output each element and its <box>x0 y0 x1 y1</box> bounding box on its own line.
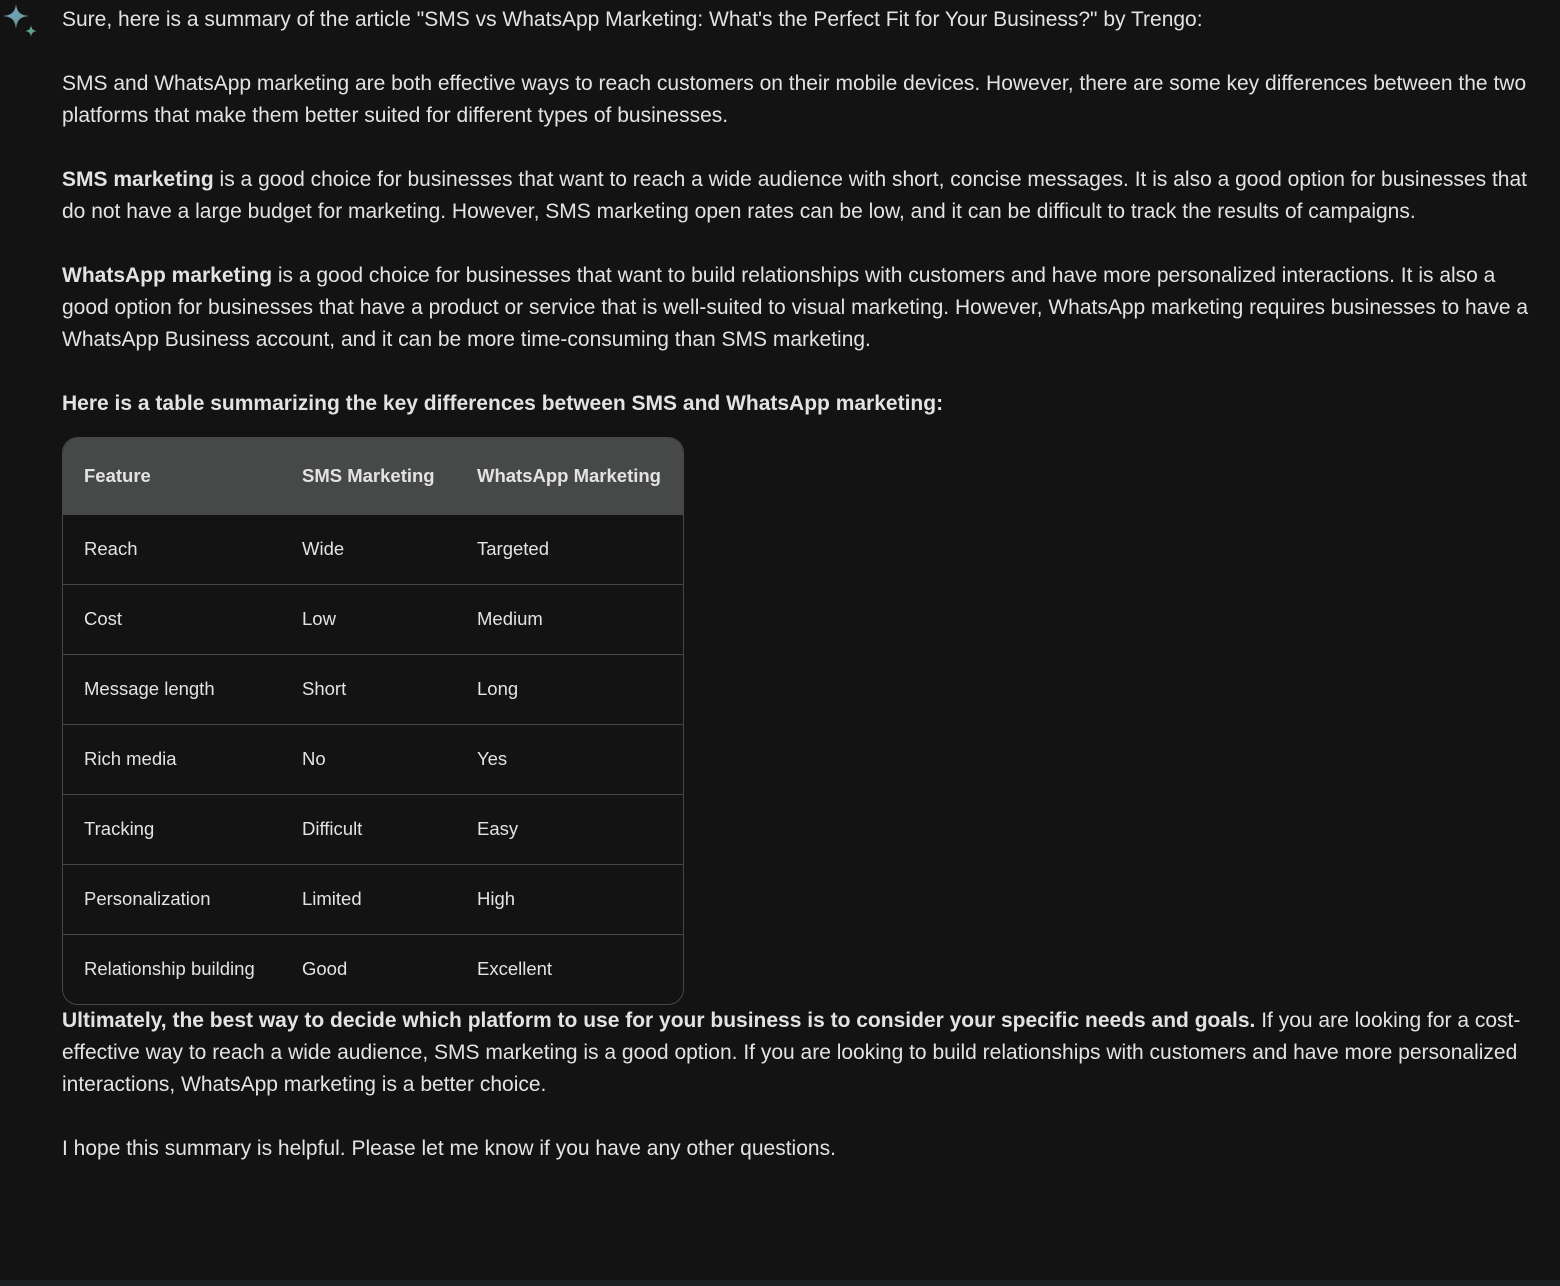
table-header-cell: WhatsApp Marketing <box>477 464 661 486</box>
response-paragraph-2 <box>62 164 1540 228</box>
table-cell: Short <box>302 678 347 699</box>
table-row <box>63 864 683 934</box>
response-paragraph-3 <box>62 260 1540 356</box>
table-header-cell: SMS Marketing <box>302 464 435 486</box>
table-cell: Personalization <box>84 888 211 909</box>
table-cell: Yes <box>477 748 508 769</box>
table-cell: Targeted <box>477 538 549 559</box>
table-cell: Medium <box>477 608 543 629</box>
table-cell: Rich media <box>84 748 177 769</box>
response-paragraph-1: SMS and WhatsApp marketing are both effective ways to reach customers on their mobile devices. However, there are some key differences between the two platforms that make them better suited for different types of businesses. <box>62 72 1527 127</box>
table-cell: Difficult <box>302 818 363 839</box>
table-header-row <box>63 438 683 514</box>
table-row <box>63 514 683 584</box>
table-cell: Easy <box>477 818 519 839</box>
table-row <box>63 584 683 654</box>
conclusion-text: If you are looking for a cost-effective way to reach a wide audience, SMS marketing is a good option. If you are looking to build relationships with customers and have more personalized interactions, WhatsApp marketing is a better choice. <box>62 1009 1521 1096</box>
table-cell: Low <box>302 608 336 629</box>
sms-marketing-bold: SMS marketing <box>62 168 214 191</box>
table-intro-text: Here is a table summarizing the key differences between SMS and WhatsApp marketing: <box>62 392 944 415</box>
table-cell: Wide <box>302 538 345 559</box>
table-cell: Reach <box>84 538 138 559</box>
table-row <box>63 934 683 1004</box>
sms-marketing-text: is a good choice for businesses that want to reach a wide audience with short, concise messages. It is also a good option for businesses that do not have a large budget for marketing. However, SMS marketing open rates can be low, and it can be difficult to track the results of campaigns. <box>62 168 1527 223</box>
bottom-edge <box>0 1280 1560 1286</box>
table-cell: Limited <box>302 888 362 909</box>
gemini-sparkle-icon <box>0 2 40 42</box>
table-cell: Message length <box>84 678 215 699</box>
table-cell: Relationship building <box>84 958 255 980</box>
response-closing: I hope this summary is helpful. Please let me know if you have any other questions. <box>62 1137 836 1160</box>
table-cell: Cost <box>84 608 123 629</box>
table-header-cell: Feature <box>84 464 151 486</box>
table-row <box>63 724 683 794</box>
response-conclusion <box>62 1005 1540 1101</box>
table-cell: Excellent <box>477 958 553 980</box>
response-intro: Sure, here is a summary of the article "SMS vs WhatsApp Marketing: What's the Perfect Fit for Your Business?" by Trengo: <box>62 8 1203 31</box>
table-row <box>63 654 683 724</box>
table-cell: Good <box>302 958 348 980</box>
whatsapp-marketing-bold: WhatsApp marketing <box>62 264 273 287</box>
table-cell: No <box>302 748 326 769</box>
table-row <box>63 794 683 864</box>
table-cell: Long <box>477 678 519 699</box>
comparison-table <box>62 437 684 1005</box>
conclusion-bold: Ultimately, the best way to decide which platform to use for your business is to consider your specific needs and goals. <box>62 1009 1256 1032</box>
whatsapp-marketing-text: is a good choice for businesses that want to build relationships with customers and have more personalized interactions. It is also a good option for businesses that have a product or service that is well-suited to visual marketing. However, WhatsApp marketing requires businesses to have a WhatsApp Business account, and it can be more time-consuming than SMS marketing. <box>62 264 1529 351</box>
table-intro <box>62 388 1540 420</box>
table-cell: Tracking <box>84 818 155 839</box>
table-cell: High <box>477 888 516 909</box>
model-response <box>62 4 1540 1197</box>
